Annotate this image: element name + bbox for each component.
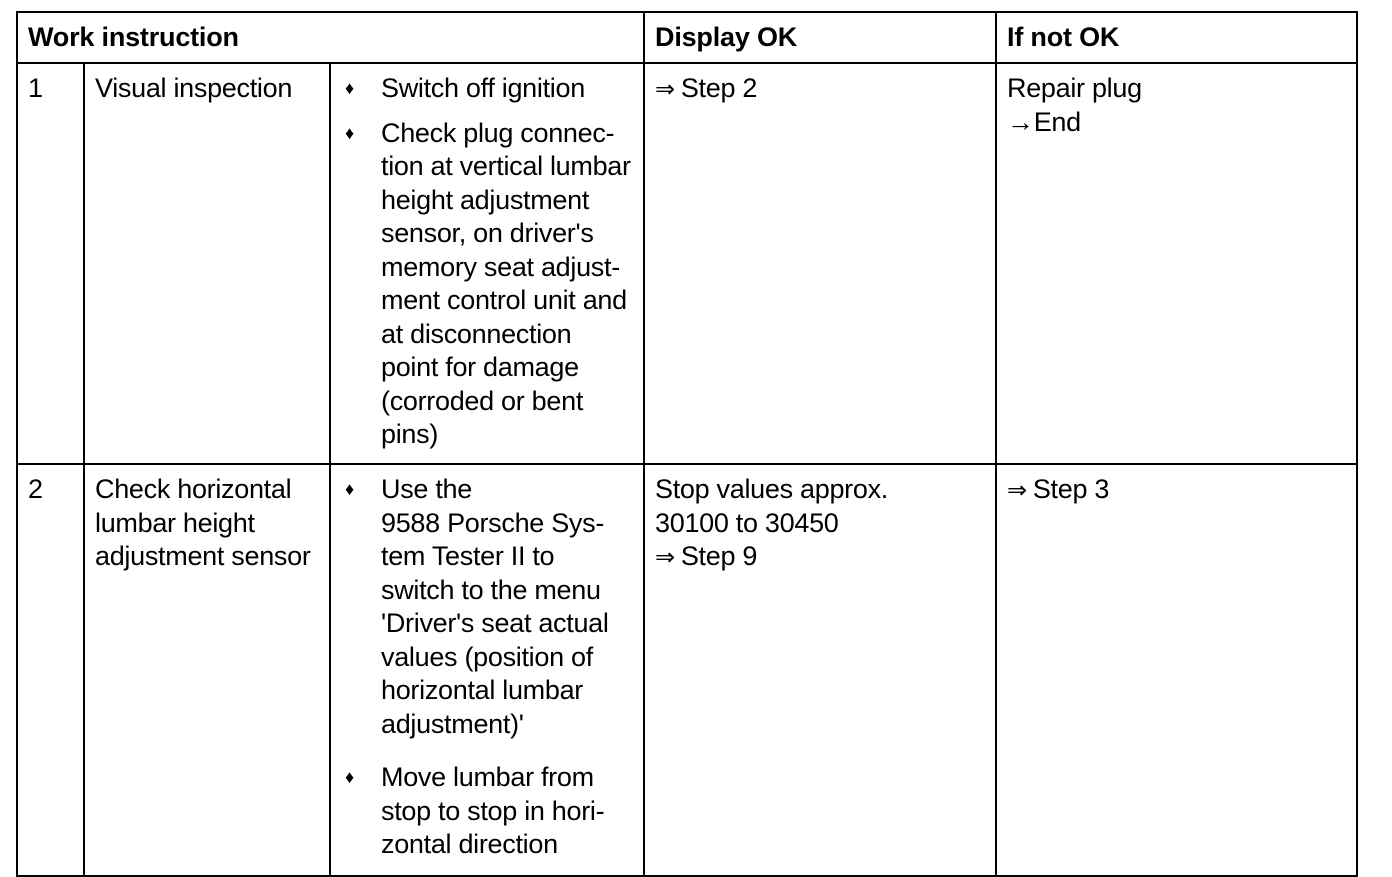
header-display-ok: Display OK [644, 12, 996, 63]
table-header-row [17, 12, 1357, 63]
display-ok-line2: 30100 to 30450 [655, 507, 839, 538]
step-instructions [330, 464, 644, 876]
display-ok-result [655, 72, 987, 107]
bullet-icon: ♦ [345, 479, 354, 499]
display-ok-text: Step 2 [680, 73, 758, 103]
if-not-ok-line1: Repair plug [1007, 73, 1142, 103]
work-instruction-table [16, 11, 1358, 877]
if-not-ok-result [1007, 473, 1348, 508]
instruction-text: Check plug connec- tion at vertical lumbar height adjustment sensor, on driver's memory seat adjust- ment control unit and at disconnection point for damage (corroded or bent pins) [381, 117, 631, 449]
table-row [17, 464, 1357, 876]
table-row [17, 63, 1357, 464]
if-not-ok-text: End [1033, 106, 1081, 137]
header-if-not-ok: If not OK [996, 12, 1357, 63]
step-title: Visual inspection [84, 63, 330, 464]
step-number: 2 [17, 464, 84, 876]
instruction-item [345, 761, 635, 862]
display-ok-line1: Stop values approx. [655, 474, 888, 504]
instruction-item [345, 473, 635, 741]
header-work-instruction: Work instruction [17, 12, 644, 63]
arrow-icon: → [1007, 106, 1034, 137]
instruction-item [345, 72, 635, 106]
instruction-text: Move lumbar from stop to stop in hori- zontal direction [381, 762, 605, 859]
step-instructions [330, 63, 644, 464]
if-not-ok-cell [996, 464, 1357, 876]
double-arrow-icon: ⇒ [655, 76, 675, 103]
if-not-ok-cell [996, 63, 1357, 464]
step-title: Check horizontal lumbar height adjustment sensor [84, 464, 330, 876]
if-not-ok-result [1007, 106, 1348, 140]
display-ok-cell [644, 63, 996, 464]
display-ok-cell [644, 464, 996, 876]
instruction-item [345, 117, 635, 452]
double-arrow-icon: ⇒ [655, 544, 675, 571]
if-not-ok-text: Step 3 [1032, 474, 1110, 504]
bullet-icon: ♦ [345, 767, 354, 787]
instruction-text: Use the 9588 Porsche Sys- tem Tester II to switch to the menu 'Driver's seat actual values (position of horizontal lumbar adjustment)' [381, 474, 609, 739]
step-number: 1 [17, 63, 84, 464]
bullet-icon: ♦ [345, 122, 354, 143]
instruction-text: Switch off ignition [381, 73, 585, 103]
bullet-icon: ♦ [345, 78, 354, 98]
double-arrow-icon: ⇒ [1007, 477, 1027, 504]
display-ok-result [655, 540, 987, 575]
display-ok-text: Step 9 [680, 541, 758, 571]
